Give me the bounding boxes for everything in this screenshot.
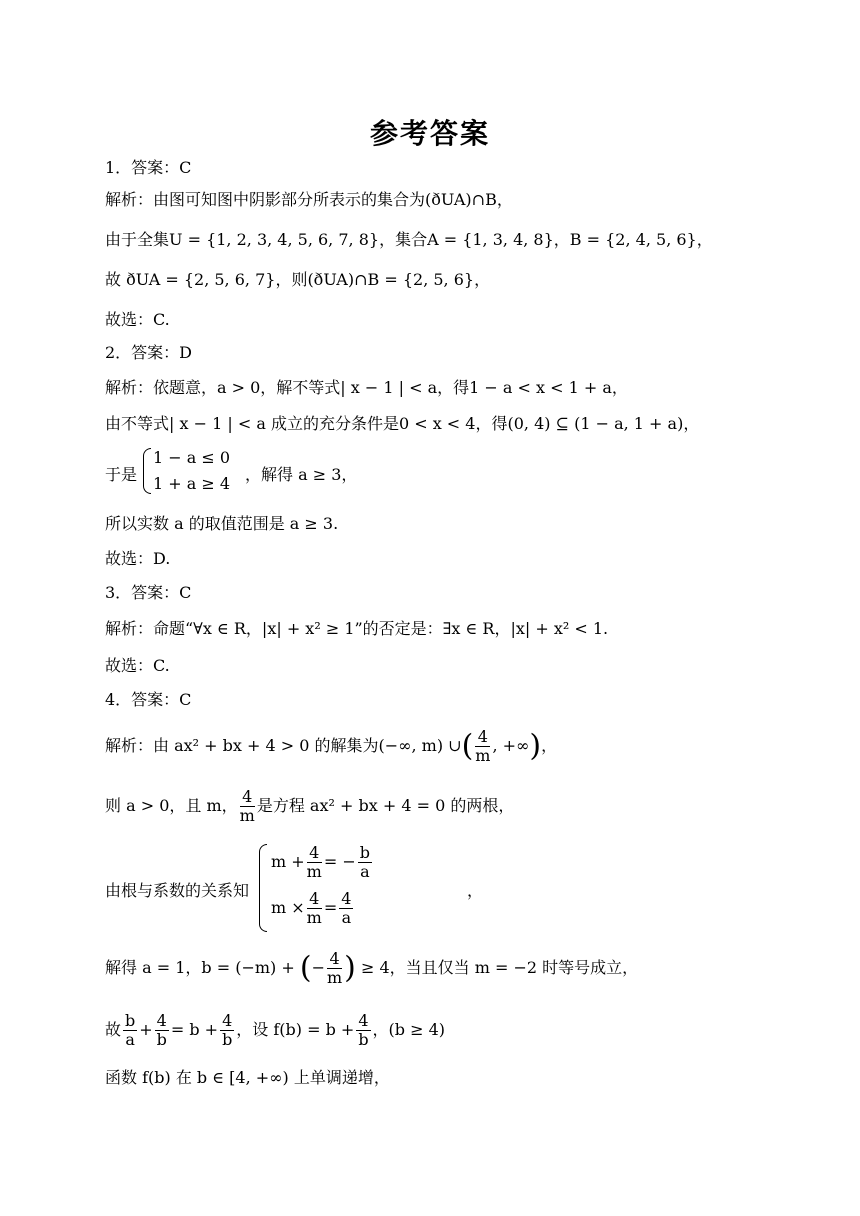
answer-4-line-1 xyxy=(105,726,557,767)
answer-2-line-2: 由不等式| x − 1 | < a 成立的充分条件是0 < x < 4，得(0, 4) ⊆ (1 − a, 1 + a)， xyxy=(105,414,700,433)
answer-4-line-4: 解得 a = 1，b = (−m) + (− $\frac{4}{m}$ ) ≥ 4，当且仅当 m = −2 时等号成立， xyxy=(105,949,639,987)
fraction xyxy=(475,728,490,765)
fraction-numerator: 4 xyxy=(358,1011,369,1030)
answer-2-system-suffix: ，解得 a ≥ 3， xyxy=(245,465,358,484)
page-title: 参考答案 xyxy=(369,117,490,150)
eq-2-text-b: = xyxy=(323,898,338,917)
answer-2-system-eq-1: 1 − a ≤ 0 xyxy=(153,448,231,467)
answer-4-line-2-text: 则 a > 0，且 m， xyxy=(105,796,238,815)
fraction-denominator: a xyxy=(341,908,352,927)
answer-1-line-1: 解析：由图可知图中阴影部分所表示的集合为(ðUA)∩B， xyxy=(105,190,513,209)
answer-4-system-suffix: ， xyxy=(467,881,484,900)
answer-4-system-prefix: 由根与系数的关系知 xyxy=(105,881,250,900)
fraction xyxy=(155,1012,169,1049)
brace-icon xyxy=(143,448,151,494)
answer-4-line-5-mid: = b + xyxy=(170,1020,219,1039)
answer-4-line-6: 函数 f(b) 在 b ∈ [4, +∞) 上单调递增， xyxy=(105,1068,390,1087)
answer-4-line-2 xyxy=(105,786,514,826)
answer-4-line-1-text-c: ， xyxy=(541,736,558,755)
fraction-denominator: m xyxy=(326,968,343,987)
answer-1-line-4: 故选：C. xyxy=(105,310,170,329)
fraction-denominator: b xyxy=(358,1030,369,1049)
answer-2-heading: 2．答案：D xyxy=(105,343,193,362)
answer-4-line-5 xyxy=(105,1010,445,1050)
answer-2-line-4: 所以实数 a 的取值范围是 a ≥ 3. xyxy=(105,514,339,533)
answer-2-system xyxy=(105,446,505,498)
fraction-numerator: 4 xyxy=(341,889,352,908)
answer-4-line-5-text-b: ，设 f(b) = b + xyxy=(236,1020,355,1039)
fraction-denominator: b xyxy=(156,1030,167,1049)
fraction-numerator: b xyxy=(125,1011,136,1030)
fraction-numerator: 4 xyxy=(475,728,490,747)
left-paren: ( xyxy=(299,950,312,986)
fraction-denominator: a xyxy=(360,862,370,881)
left-paren: ( xyxy=(461,728,474,764)
answer-4-line-5-text-c: ，(b ≥ 4) xyxy=(372,1020,446,1039)
fraction xyxy=(307,890,322,927)
answer-4-line-4-text: 解得 a = 1，b = (−m) + xyxy=(105,958,300,977)
answer-4-system-eq-1 xyxy=(271,844,374,881)
fraction-denominator: m xyxy=(475,746,491,765)
fraction-denominator: m xyxy=(239,806,255,825)
answer-1-heading: 1．答案：C xyxy=(105,158,192,177)
fraction-numerator: 4 xyxy=(307,890,322,909)
fraction-numerator: 4 xyxy=(222,1011,233,1030)
fraction xyxy=(240,788,255,825)
fraction xyxy=(339,890,353,927)
answer-2-system-eq-2: 1 + a ≥ 4 xyxy=(153,474,231,493)
answer-4-line-1-text-b: , +∞ xyxy=(492,736,530,755)
fraction-denominator: m xyxy=(306,908,322,927)
answer-4-line-5-text: 故 xyxy=(105,1020,122,1039)
answer-4-line-1-text: 解析：由 ax² + bx + 4 > 0 的解集为(−∞, m) ∪ xyxy=(105,736,462,755)
fraction-denominator: a xyxy=(125,1030,135,1049)
answer-2-line-1: 解析：依题意，a > 0，解不等式| x − 1 | < a，得1 − a < x < 1 + a， xyxy=(105,378,628,397)
fraction-denominator: m xyxy=(306,862,322,881)
answer-4-line-2-text-b: 是方程 ax² + bx + 4 = 0 的两根， xyxy=(256,796,515,815)
eq-1-text-b: = − xyxy=(323,852,356,871)
plus-sign: + xyxy=(139,1020,153,1039)
answer-1-line-3: 故 ðUA = {2, 5, 6, 7}，则(ðUA)∩B = {2, 5, 6}， xyxy=(105,270,491,289)
right-paren: ) xyxy=(529,728,542,764)
eq-1-text: m + xyxy=(271,852,305,871)
answer-2-line-5: 故选：D. xyxy=(105,549,171,568)
fraction xyxy=(307,844,322,881)
answer-1-line-2: 由于全集U = {1, 2, 3, 4, 5, 6, 7, 8}，集合A = {1, 3, 4, 8}，B = {2, 4, 5, 6}， xyxy=(105,230,713,249)
answer-4-system xyxy=(105,842,605,932)
fraction-numerator: 4 xyxy=(327,950,342,969)
fraction xyxy=(327,950,342,987)
eq-2-text: m × xyxy=(271,898,305,917)
answer-3-line-1: 解析：命题“∀x ∈ R，|x| + x² ≥ 1”的否定是：∃x ∈ R，|x| + x² < 1. xyxy=(105,619,609,638)
fraction-numerator: 4 xyxy=(307,844,322,863)
fraction-denominator: b xyxy=(222,1030,233,1049)
fraction-numerator: 4 xyxy=(156,1011,167,1030)
answer-3-line-2: 故选：C. xyxy=(105,656,170,675)
fraction xyxy=(356,1012,370,1049)
answer-4-line-4-text-b: ≥ 4，当且仅当 m = −2 时等号成立， xyxy=(360,958,639,977)
answer-4-heading: 4．答案：C xyxy=(105,690,192,709)
answer-2-system-prefix: 于是 xyxy=(105,465,138,484)
fraction-numerator: b xyxy=(359,843,370,862)
fraction xyxy=(358,844,372,881)
fraction-numerator: 4 xyxy=(240,788,255,807)
brace-icon xyxy=(259,844,267,932)
fraction xyxy=(220,1012,234,1049)
right-paren: ) xyxy=(344,950,356,986)
answer-4-system-eq-2 xyxy=(271,890,355,927)
answer-3-heading: 3．答案：C xyxy=(105,583,192,602)
fraction xyxy=(123,1012,137,1049)
